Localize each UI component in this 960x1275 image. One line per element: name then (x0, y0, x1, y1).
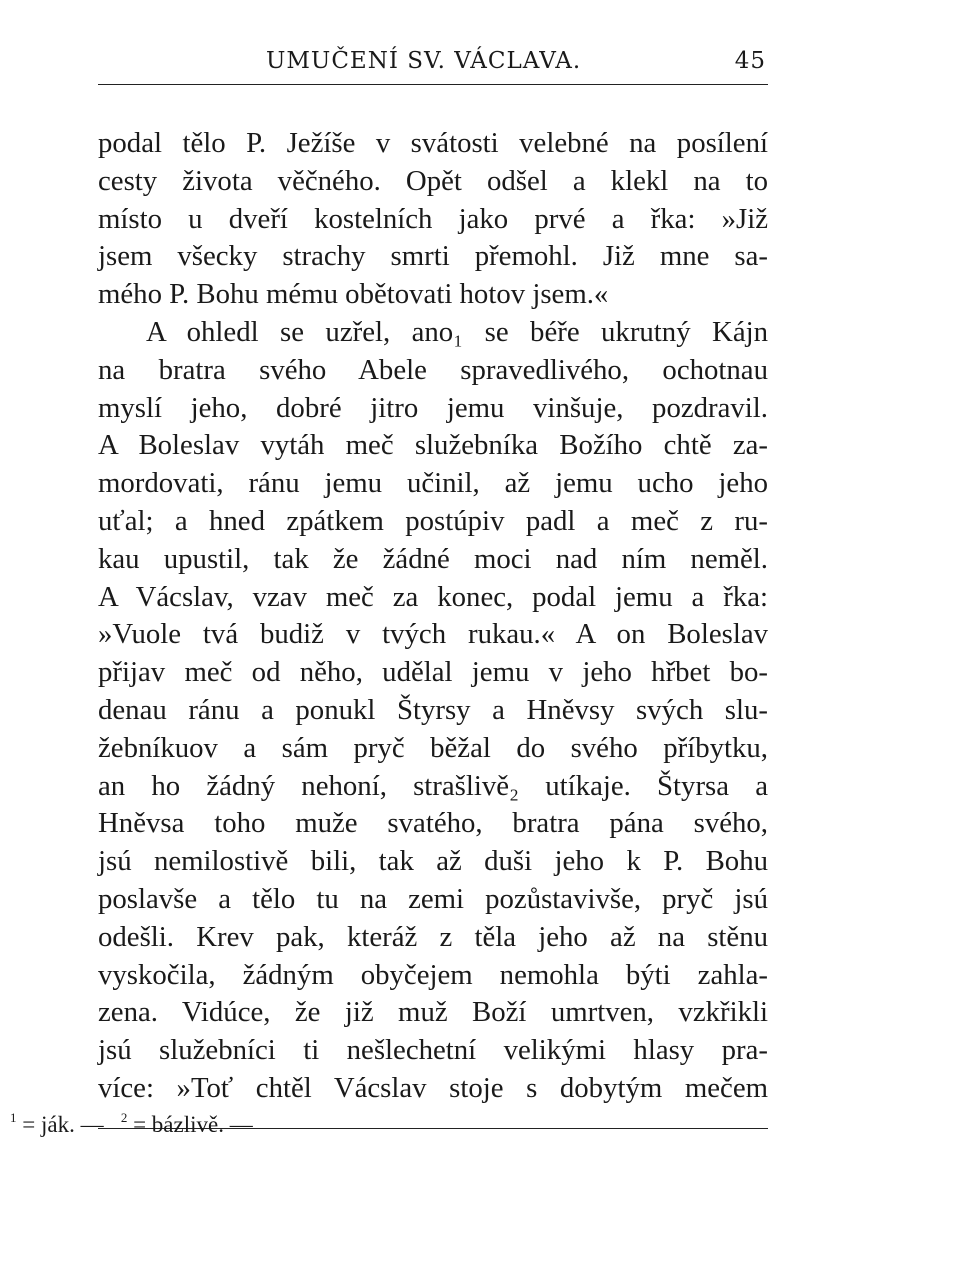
footnote-text-1: = ják. — (22, 1112, 104, 1137)
text-line: odešli. Krev pak, kteráž z těla jeho až na stěnu (98, 920, 768, 953)
text-line: vyskočila, žádným obyčejem nemohla býti zahla- (98, 958, 768, 991)
text-line: »Vuole tvá budiž v tvých rukau.« A on Boleslav (98, 618, 768, 651)
text-line: na bratra svého Abele spravedlivého, ochotnau (98, 353, 768, 386)
text-line: Hněvsa toho muže svatého, bratra pána svého, (98, 807, 768, 840)
footnote-mark-2: 2 (120, 1110, 128, 1125)
running-title: UMUČENÍ SV. VÁCLAVA. (266, 48, 582, 74)
text-line: myslí jeho, dobré jitro jemu vinšuje, pozdravil. (98, 391, 768, 424)
body-text (98, 125, 768, 1108)
footnote-mark-1: 1 (10, 1110, 17, 1125)
text-line: více: »Toť chtěl Vácslav stoje s dobytým mečem (98, 1071, 768, 1104)
text-line: A Boleslav vytáh meč služebníka Božího chtě za- (98, 429, 768, 462)
text-line: A ohledl se uzřel, ano₁ se béře ukrutný Kájn (146, 315, 768, 348)
page-number: 45 (734, 48, 766, 74)
header-rule (98, 84, 768, 85)
text-line: podal tělo P. Ježíše v svátosti velebné na posílení (98, 127, 768, 159)
text-line: an ho žádný nehoní, strašlivě₂ utíkaje. Štyrsa a (98, 769, 768, 802)
footnote-text-2: = bázlivě. — (133, 1112, 253, 1137)
text-line: poslavše a tělo tu na zemi pozůstavivše, pryč jsú (98, 882, 768, 915)
text-line: jsú služebníci ti nešlechetní velikými hlasy pra- (98, 1034, 768, 1067)
footnotes (10, 1110, 253, 1138)
text-line: cesty života věčného. Opět odšel a klekl na to (98, 164, 768, 197)
book-page (98, 40, 768, 1104)
running-head (98, 40, 768, 80)
text-line: jsú nemilostivě bili, tak až duši jeho k P. Bohu (98, 845, 768, 878)
text-line: uťal; a hned zpátkem postúpiv padl a meč z ru- (98, 504, 768, 537)
text-line: mého P. Bohu mému obětovati hotov jsem.« (98, 278, 609, 311)
text-line: denau ránu a ponukl Štyrsy a Hněvsy svých slu- (98, 693, 768, 726)
text-line: žebníkuov a sám pryč běžal do svého příbytku, (98, 731, 768, 764)
text-line: jsem všecky strachy smrti přemohl. Již mne sa- (98, 240, 768, 273)
text-line: přijav meč od něho, udělal jemu v jeho hřbet bo- (98, 656, 768, 689)
text-line: kau upustil, tak že žádné moci nad ním neměl. (98, 542, 768, 575)
text-line: zena. Vidúce, že již muž Boží umrtven, vzkřikli (98, 996, 768, 1029)
text-line: místo u dveří kostelních jako prvé a řka: »Již (98, 202, 768, 235)
text-line: mordovati, ránu jemu učinil, až jemu ucho jeho (98, 467, 768, 500)
text-line: A Vácslav, vzav meč za konec, podal jemu a řka: (98, 580, 768, 613)
